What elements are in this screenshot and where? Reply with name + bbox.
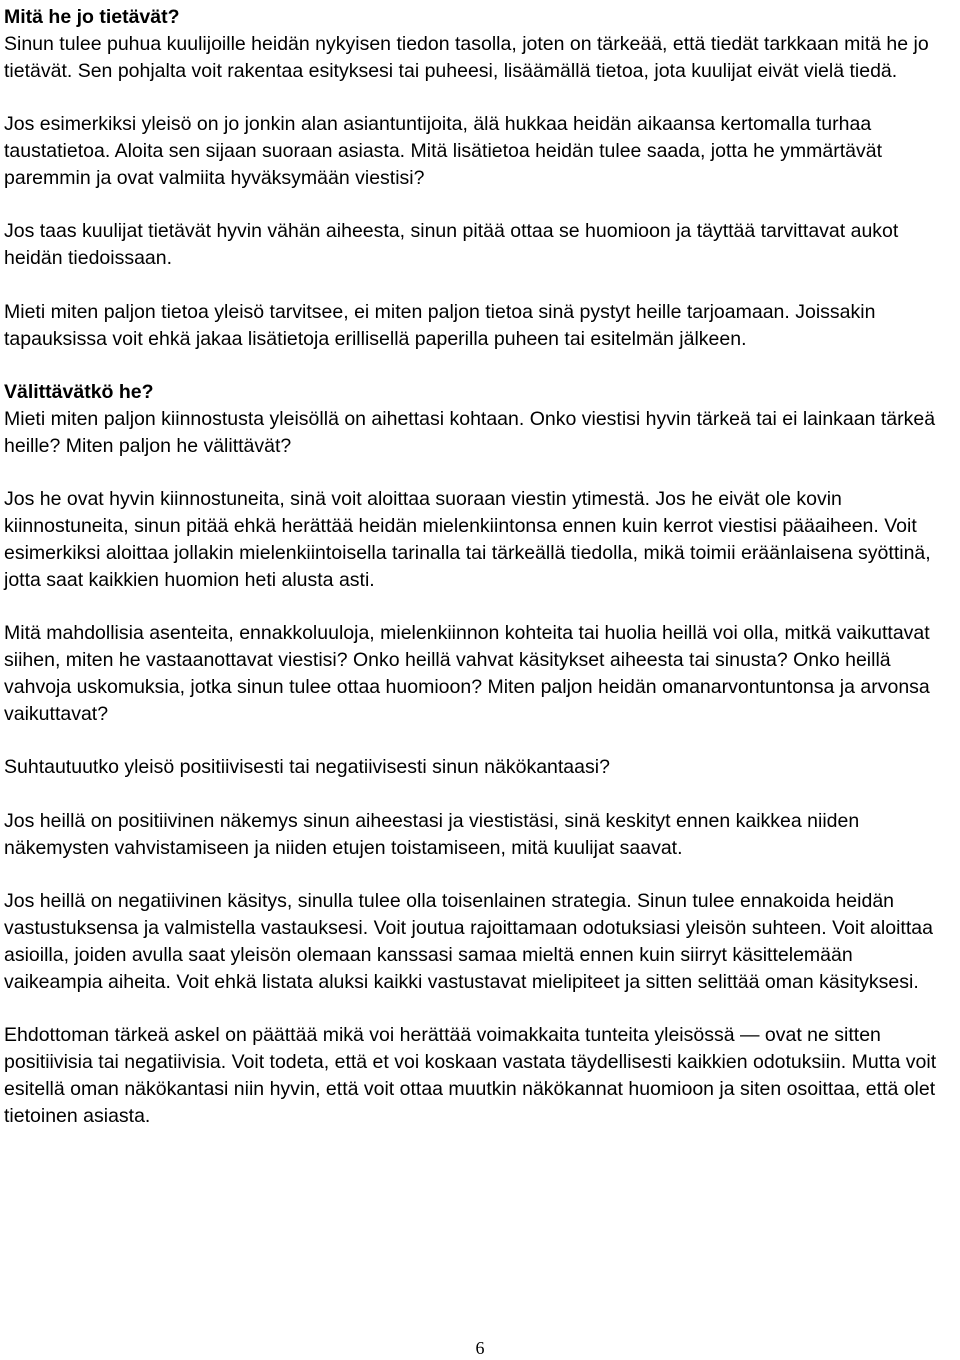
paragraph: Sinun tulee puhua kuulijoille heidän nykyisen tiedon tasolla, joten on tärkeää, että tiedät tarkkaan mitä he jo tietävät. Sen pohjalta voit rakentaa esityksesi tai puheesi, lisäämällä tietoa, jota kuulijat eivät vielä tiedä. xyxy=(4,32,929,82)
paragraph: Mieti miten paljon tietoa yleisö tarvitsee, ei miten paljon tietoa sinä pystyt heille tarjoamaan. Joissakin tapauksissa voit ehkä jakaa lisätietoja erillisellä paperilla puheen tai esitelmän jälkeen. xyxy=(4,300,876,350)
paragraph: Jos he ovat hyvin kiinnostuneita, sinä voit aloittaa suoraan viestin ytimestä. Jos he eivät ole kovin kiinnostuneita, sinun pitää ehkä herättää heidän mielenkiintonsa ennen kuin kerrot viestisi pääaiheen. Voit esimerkiksi aloittaa jollakin mielenkiintoisella tarinalla tai tärkeällä tiedolla, mikä toimii eräänlaisena syöttinä, jotta saat kaikkien huomion heti alusta asti. xyxy=(4,488,931,591)
document-page xyxy=(4,4,956,1149)
paragraph: Jos heillä on negatiivinen käsitys, sinulla tulee olla toisenlainen strategia. Sinun tulee ennakoida heidän vastustuksensa ja valmistella vastauksesi. Voit joutua rajoittamaan odotuksiasi yleisön suhteen. Voit aloittaa asioilla, joiden avulla saat yleisön olemaan kanssasi samaa mieltä ennen kuin siirryt käsittelemään vaikeampia aiheita. Voit ehkä listata aluksi kaikki vastustavat mielipiteet ja sitten selittää oman käsityksesi. xyxy=(4,890,933,993)
paragraph: Jos esimerkiksi yleisö on jo jonkin alan asiantuntijoita, älä hukkaa heidän aikaansa kertomalla turhaa taustatietoa. Aloita sen sijaan suoraan asiasta. Mitä lisätietoa heidän tulee saada, jotta he ymmärtävät paremmin ja ovat valmiita hyväksymään viestisi? xyxy=(4,113,883,189)
section-heading-care: Välittävätkö he? xyxy=(4,381,154,404)
paragraph: Mitä mahdollisia asenteita, ennakkoluuloja, mielenkiinnon kohteita tai huolia heillä voi olla, mitkä vaikuttavat siihen, miten he vastaanottavat viestisi? Onko heillä vahvat käsitykset aiheesta tai sinusta? Onko heillä vahvoja uskomuksia, jotka sinun tulee ottaa huomioon? Miten paljon heidän omanarvontuntonsa ja arvonsa vaikuttavat? xyxy=(4,622,930,725)
paragraph: Jos heillä on positiivinen näkemys sinun aiheestasi ja viestistäsi, sinä keskityt ennen kaikkea niiden näkemysten vahvistamiseen ja niiden etujen toistamiseen, mitä kuulijat saavat. xyxy=(4,809,860,859)
page-number: 6 xyxy=(475,1338,485,1358)
section-care xyxy=(4,379,956,459)
paragraph: Suhtautuutko yleisö positiivisesti tai negatiivisesti sinun näkökantaasi? xyxy=(4,756,610,779)
paragraph: Jos taas kuulijat tietävät hyvin vähän aiheesta, sinun pitää ottaa se huomioon ja täyttää tarvittavat aukot heidän tiedoissaan. xyxy=(4,220,899,270)
section-known xyxy=(4,4,956,84)
paragraph: Mieti miten paljon kiinnostusta yleisöllä on aihettasi kohtaan. Onko viestisi hyvin tärkeä tai ei lainkaan tärkeä heille? Miten paljon he välittävät? xyxy=(4,407,936,457)
section-heading-known: Mitä he jo tietävät? xyxy=(4,6,180,28)
paragraph: Ehdottoman tärkeä askel on päättää mikä voi herättää voimakkaita tunteita yleisössä — ovat ne sitten positiivisia tai negatiivisia. Voit todeta, että et voi koskaan vastata täydellisesti kaikkien odotuksiin. Mutta voit esitellä oman näkökantasi niin hyvin, että voit ottaa muutkin näkökannat huomioon ja siten osoittaa, että olet tietoinen asiasta. xyxy=(4,1024,937,1127)
